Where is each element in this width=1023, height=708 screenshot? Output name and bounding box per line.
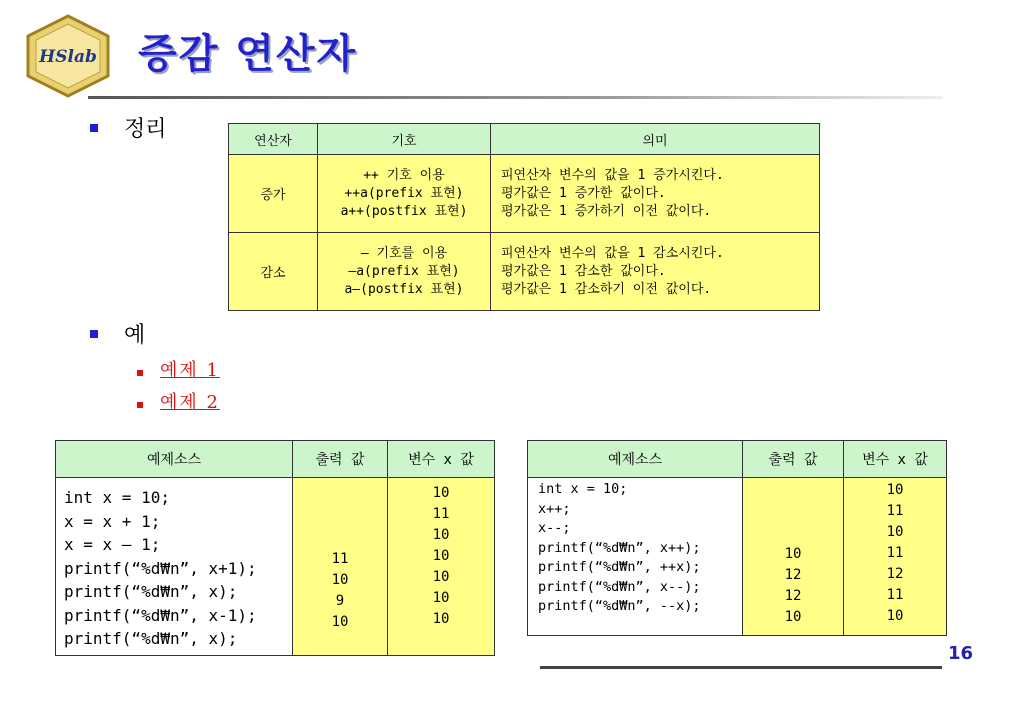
bullet-icon <box>90 124 98 132</box>
header-source: 예제소스 <box>56 441 293 478</box>
header-x-value: 변수 x 값 <box>388 441 495 478</box>
hslab-logo <box>18 14 118 98</box>
page-title: 증감 연산자 <box>138 31 358 77</box>
page-number: 16 <box>948 643 974 664</box>
header-output: 출력 값 <box>743 441 844 478</box>
symbol-cell: — 기호를 이용 —a(prefix 표현) a—(postfix 표현) <box>318 233 491 311</box>
bullet-example: 예 <box>124 323 146 348</box>
table-row <box>229 155 820 233</box>
example-2-link[interactable]: 예제 2 <box>160 392 220 413</box>
code-cell: int x = 10; x++; x--; printf(“%d₩n”, x++); printf(“%d₩n”, ++x); printf(“%d₩n”, x--); printf(“%d₩n”, --x); <box>528 478 743 636</box>
header-source: 예제소스 <box>528 441 743 478</box>
header-x-value: 변수 x 값 <box>844 441 947 478</box>
x-value-cell: 10 11 10 10 10 10 10 <box>388 478 495 656</box>
example-1-link[interactable]: 예제 1 <box>160 360 220 381</box>
bullet-summary: 정리 <box>124 117 167 142</box>
header-meaning: 의미 <box>491 124 820 155</box>
summary-table <box>228 123 820 311</box>
table-row <box>56 478 495 656</box>
example-1-table <box>55 440 495 656</box>
output-cell: 10 12 12 10 <box>743 478 844 636</box>
table-row <box>229 233 820 311</box>
header-output: 출력 값 <box>293 441 388 478</box>
operator-cell: 감소 <box>229 233 318 311</box>
bullet-icon <box>137 370 143 376</box>
footer-divider <box>540 666 942 669</box>
header-operator: 연산자 <box>229 124 318 155</box>
header-symbol: 기호 <box>318 124 491 155</box>
bullet-icon <box>137 402 143 408</box>
operator-cell: 증가 <box>229 155 318 233</box>
symbol-cell: ++ 기호 이용 ++a(prefix 표현) a++(postfix 표현) <box>318 155 491 233</box>
table-row <box>528 478 947 636</box>
logo-text: HSlab <box>39 47 97 67</box>
example-2-table <box>527 440 947 636</box>
title-divider <box>88 96 943 99</box>
output-cell: 11 10 9 10 <box>293 478 388 656</box>
code-cell: int x = 10; x = x + 1; x = x – 1; printf(“%d₩n”, x+1); printf(“%d₩n”, x); printf(“%d₩n”, x-1); printf(“%d₩n”, x); <box>56 478 293 656</box>
meaning-cell: 피연산자 변수의 값을 1 증가시킨다. 평가값은 1 증가한 값이다. 평가값은 1 증가하기 이전 값이다. <box>491 155 820 233</box>
x-value-cell: 10 11 10 11 12 11 10 <box>844 478 947 636</box>
bullet-icon <box>90 330 98 338</box>
meaning-cell: 피연산자 변수의 값을 1 감소시킨다. 평가값은 1 감소한 값이다. 평가값은 1 감소하기 이전 값이다. <box>491 233 820 311</box>
